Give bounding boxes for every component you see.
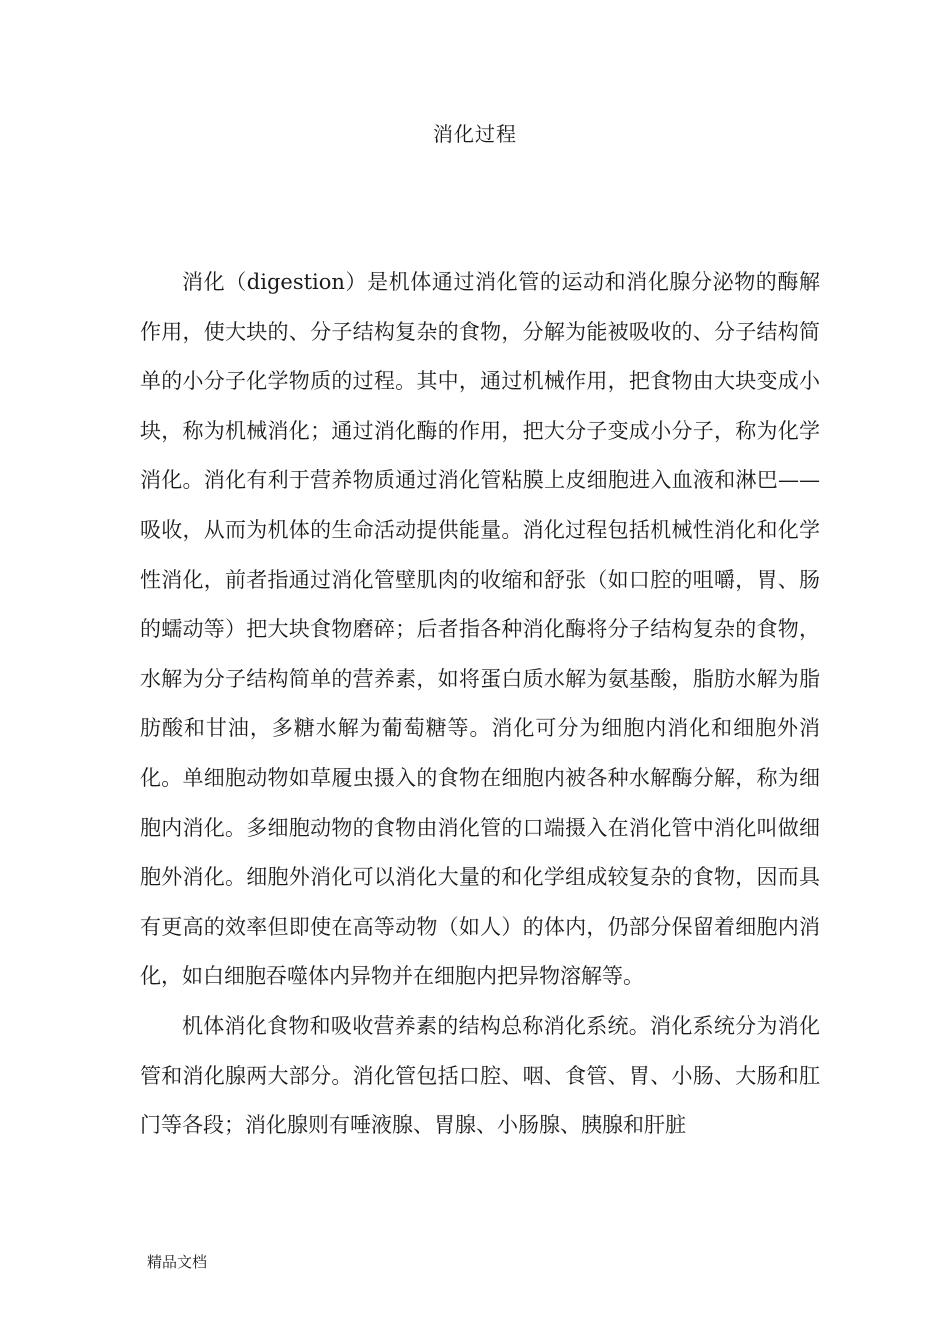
paragraph-2: 机体消化食物和吸收营养素的结构总称消化系统。消化系统分为消化管和消化腺两大部分。消化管包括口腔、咽、食管、胃、小肠、大肠和肛门等各段；消化腺则有唾液腺、胃腺、小肠腺、胰腺和肝脏 — [140, 1013, 820, 1138]
footer-label: 精品文档 — [147, 1253, 208, 1271]
document-body — [140, 258, 820, 1151]
paragraph-1: 消化（digestion）是机体通过消化管的运动和消化腺分泌物的酶解作用，使大块的、分子结构复杂的食物，分解为能被吸收的、分子结构简单的小分子化学物质的过程。其中，通过机械作用，把食物由大块变成小块，称为机械消化；通过消化酶的作用，把大分子变成小分子，称为化学消化。消化有利于营养物质通过消化管粘膜上皮细胞进入血液和淋巴——吸收，从而为机体的生命活动提供能量。消化过程包括机械性消化和化学性消化，前者指通过消化管壁肌肉的收缩和舒张（如口腔的咀嚼，胃、肠的蠕动等）把大块食物磨碎；后者指各种消化酶将分子结构复杂的食物，水解为分子结构简单的营养素，如将蛋白质水解为氨基酸，脂肪水解为脂肪酸和甘油，多糖水解为葡萄糖等。消化可分为细胞内消化和细胞外消化。单细胞动物如草履虫摄入的食物在细胞内被各种水解酶分解，称为细胞内消化。多细胞动物的食物由消化管的口端摄入在消化管中消化叫做细胞外消化。细胞外消化可以消化大量的和化学组成较复杂的食物，因而具有更高的效率但即使在高等动物（如人）的体内，仍部分保留着细胞内消化，如白细胞吞噬体内异物并在细胞内把异物溶解等。 — [140, 270, 820, 989]
document-title: 消化过程 — [433, 122, 517, 146]
